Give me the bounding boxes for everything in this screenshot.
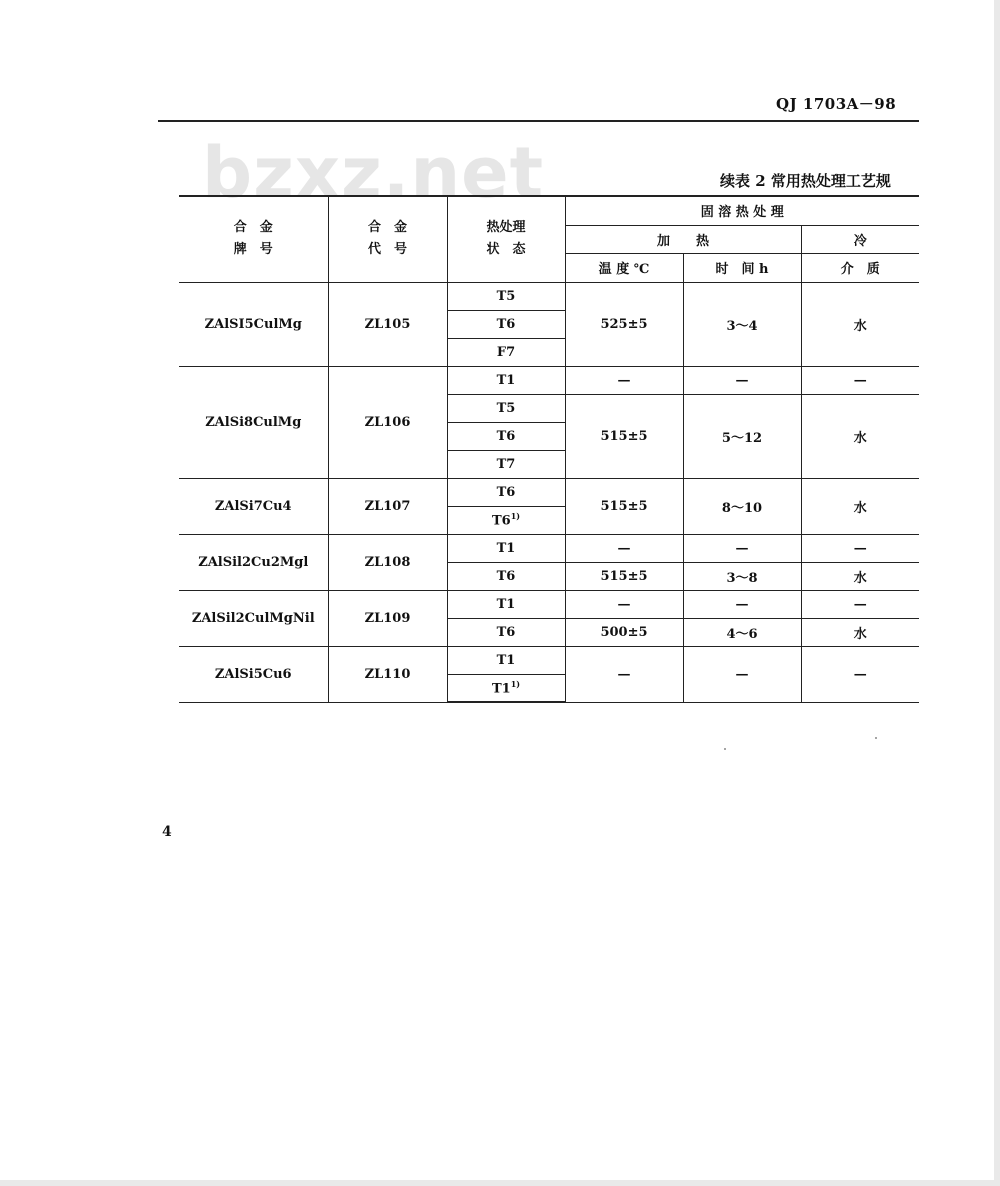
scan-speck [875,737,877,739]
header-time: 时 间 h [683,253,801,282]
header-alloy-code: 合 金 代 号 [328,196,447,282]
state-cell: T6 [447,618,565,646]
time-cell: — [683,646,801,702]
state-cell: T1 [447,590,565,618]
state-cell: T6 [447,310,565,338]
temperature-cell: — [565,646,683,702]
temperature-cell: — [565,366,683,394]
state-cell: T1 [447,534,565,562]
alloy-grade-cell: ZAlSil2CulMgNil [179,590,328,646]
time-cell: — [683,366,801,394]
alloy-grade-cell: ZAlSI5CulMg [179,282,328,366]
state-cell: T6$^{1)}$ [447,506,565,534]
time-cell: — [683,534,801,562]
temperature-cell: 525±5 [565,282,683,366]
time-cell: 5～12 [683,394,801,478]
page-edge-bottom [0,1180,1000,1186]
alloy-code-cell: ZL109 [328,590,447,646]
page-number: 4 [162,824,172,840]
footnote-marker: 1) [510,679,521,690]
state-cell: T5 [447,394,565,422]
temperature-cell: 515±5 [565,394,683,478]
state-cell: T6 [447,478,565,506]
header-cooling: 冷 [801,225,919,253]
state-cell: T7 [447,450,565,478]
state-cell: T1 [447,646,565,674]
temperature-cell: — [565,534,683,562]
medium-cell: — [801,646,919,702]
alloy-grade-cell: ZAlSil2Cu2Mgl [179,534,328,590]
alloy-code-cell: ZL108 [328,534,447,590]
medium-cell: — [801,534,919,562]
state-cell: T6 [447,422,565,450]
temperature-cell: 515±5 [565,562,683,590]
table-row [179,366,919,394]
header-solution-treatment: 固 溶 热 处 理 [565,196,919,225]
time-cell: — [683,590,801,618]
table-row [179,590,919,618]
header-temperature: 温 度 ℃ [565,253,683,282]
alloy-code-cell: ZL110 [328,646,447,702]
time-cell: 8～10 [683,478,801,534]
temperature-cell: 500±5 [565,618,683,646]
state-cell: F7 [447,338,565,366]
time-cell: 4～6 [683,618,801,646]
table-row [179,478,919,506]
table-row [179,534,919,562]
temperature-cell: — [565,590,683,618]
header-rule [158,120,919,122]
header-heat-state: 热处理 状 态 [447,196,565,282]
alloy-grade-cell: ZAlSi7Cu4 [179,478,328,534]
scan-speck [724,748,726,750]
medium-cell: 水 [801,618,919,646]
temperature-cell: 515±5 [565,478,683,534]
medium-cell: 水 [801,562,919,590]
table-row [179,282,919,310]
footnote-marker: 1) [510,511,521,522]
alloy-code-cell: ZL105 [328,282,447,366]
header-alloy-grade: 合 金 牌 号 [179,196,328,282]
state-cell: T1 [447,366,565,394]
document-code: QJ 1703A－98 [776,95,897,113]
heat-treatment-table [179,195,919,703]
state-cell: T5 [447,282,565,310]
header-medium: 介 质 [801,253,919,282]
state-cell: T1$^{1)}$ [447,674,565,702]
medium-cell: 水 [801,394,919,478]
header-heating: 加 热 [565,225,801,253]
time-cell: 3～8 [683,562,801,590]
table-row [179,646,919,674]
alloy-code-cell: ZL107 [328,478,447,534]
medium-cell: — [801,366,919,394]
page-edge-right [994,0,1000,1186]
table-caption: 续表 2 常用热处理工艺规 [720,172,891,190]
medium-cell: — [801,590,919,618]
alloy-grade-cell: ZAlSi8CulMg [179,366,328,478]
alloy-grade-cell: ZAlSi5Cu6 [179,646,328,702]
medium-cell: 水 [801,282,919,366]
watermark: bzxz.net [202,132,545,214]
medium-cell: 水 [801,478,919,534]
time-cell: 3～4 [683,282,801,366]
state-cell: T6 [447,562,565,590]
alloy-code-cell: ZL106 [328,366,447,478]
